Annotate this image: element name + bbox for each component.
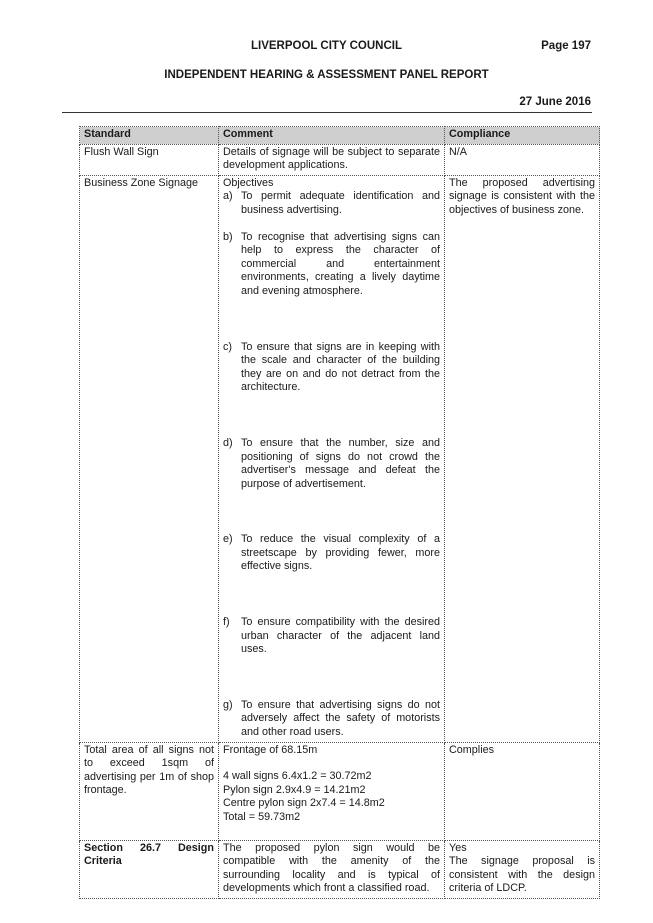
objective-label: g) bbox=[223, 698, 233, 711]
compliance-cell: N/A bbox=[445, 144, 600, 175]
table-row bbox=[80, 175, 600, 742]
table-row bbox=[80, 840, 600, 898]
comment-line: Pylon sign 2.9x4.9 = 14.21m2 bbox=[223, 783, 366, 796]
objective-text: To ensure that the number, size and positioning of signs do not crowd the advertiser's message and defeat the purpose of advertisement. bbox=[241, 436, 440, 490]
header-divider bbox=[62, 112, 592, 113]
column-header-comment: Comment bbox=[219, 127, 445, 145]
objective-label: f) bbox=[223, 616, 230, 629]
objective-item bbox=[223, 341, 440, 395]
objective-label: c) bbox=[223, 340, 232, 353]
objective-text: To ensure that signs are in keeping with the scale and character of the building they are on and do not detract from the architecture. bbox=[241, 340, 440, 394]
objective-item bbox=[223, 533, 440, 574]
column-header-compliance: Compliance bbox=[445, 127, 600, 145]
objective-item bbox=[223, 231, 440, 299]
objective-text: To permit adequate identification and business advertising. bbox=[241, 190, 440, 216]
table-row bbox=[80, 144, 600, 175]
compliance-line: Yes bbox=[449, 841, 467, 854]
standard-cell: Flush Wall Sign bbox=[80, 144, 219, 175]
page-number: Page 197 bbox=[541, 40, 591, 52]
page-header bbox=[0, 40, 653, 54]
table-row bbox=[80, 742, 600, 840]
objective-text: To ensure compatibility with the desired urban character of the adjacent land uses. bbox=[241, 616, 440, 656]
standard-cell: Business Zone Signage bbox=[80, 175, 219, 742]
objective-item bbox=[223, 699, 440, 740]
compliance-line: The signage proposal is consistent with the design criteria of LDCP. bbox=[449, 855, 595, 895]
compliance-cell bbox=[445, 840, 600, 898]
comment-line: Frontage of 68.15m bbox=[223, 743, 318, 756]
objective-text: To reduce the visual complexity of a streetscape by providing fewer, more effective signs. bbox=[241, 533, 440, 573]
comment-cell: Details of signage will be subject to separate development applications. bbox=[219, 144, 445, 175]
objective-item bbox=[223, 616, 440, 657]
report-title: INDEPENDENT HEARING & ASSESSMENT PANEL REPORT bbox=[164, 69, 489, 81]
column-header-standard: Standard bbox=[80, 127, 219, 145]
objective-item bbox=[223, 190, 440, 217]
comment-line: Total = 59.73m2 bbox=[223, 811, 301, 823]
objective-text: To recognise that advertising signs can help to express the character of commercial and entertainment environments, creating a lively daytime and evening atmosphere. bbox=[241, 230, 440, 297]
objectives-heading: Objectives bbox=[223, 176, 274, 189]
objective-label: e) bbox=[223, 533, 233, 546]
comment-cell bbox=[219, 175, 445, 742]
standard-cell: Total area of all signs not to exceed 1sqm of advertising per 1m of shop frontage. bbox=[80, 742, 219, 840]
table-header-row bbox=[80, 127, 600, 145]
objective-text: To ensure that advertising signs do not adversely affect the safety of motorists and other road users. bbox=[241, 698, 440, 739]
report-date: 27 June 2016 bbox=[519, 96, 591, 108]
objective-label: a) bbox=[223, 190, 233, 203]
compliance-table bbox=[79, 126, 600, 899]
compliance-cell: Complies bbox=[445, 742, 600, 840]
comment-line: 4 wall signs 6.4x1.2 = 30.72m2 bbox=[223, 770, 372, 783]
objective-item bbox=[223, 437, 440, 491]
comment-cell: The proposed pylon sign would be compatible with the amenity of the surrounding locality and is typical of developments which front a classified road. bbox=[219, 840, 445, 898]
council-name: LIVERPOOL CITY COUNCIL bbox=[250, 40, 402, 52]
compliance-cell: The proposed advertising signage is consistent with the objectives of business zone. bbox=[445, 175, 600, 742]
objective-label: b) bbox=[223, 230, 233, 243]
comment-line: Centre pylon sign 2x7.4 = 14.8m2 bbox=[223, 797, 385, 810]
standard-cell: Section 26.7 Design Criteria bbox=[80, 840, 219, 898]
comment-cell bbox=[219, 742, 445, 840]
objective-label: d) bbox=[223, 436, 233, 449]
